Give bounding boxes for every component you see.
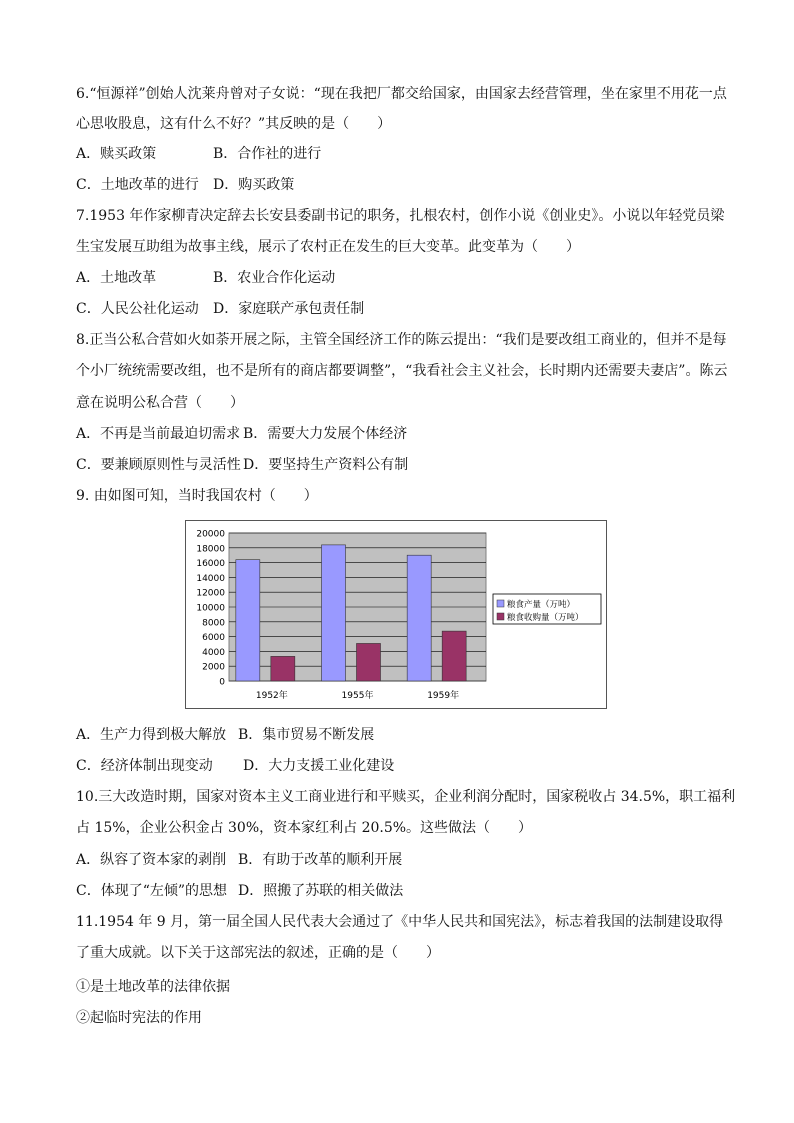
x-tick-label: 1955年 [341,691,374,701]
q10-stem-line-1: 10.三大改造时期，国家对资本主义工商业进行和平赎买，企业利润分配时，国家税收占 34.5%，职工福利 [76,789,736,805]
q8-option-a: A．不再是当前最迫切需求 [76,426,241,442]
y-tick-label: 20000 [196,529,225,540]
q8-option-d: D．要坚持生产资料公有制 [243,457,409,473]
q10-option-d: D．照搬了苏联的相关做法 [238,883,404,899]
legend-label: 粮食产量（万吨） [507,600,576,610]
q7-option-c: C．人民公社化运动 [76,301,199,317]
grain-chart [185,520,607,709]
q7-stem-line-2: 生宝发展互助组为故事主线，展示了农村正在发生的巨大变革。此变革为（ ） [76,239,580,255]
q6-option-a: A．赎买政策 [76,146,157,162]
q9-option-d: D．大力支援工业化建设 [243,758,395,774]
q8-option-c: C．要兼顾原则性与灵活性 [76,457,241,473]
bar-purchase [442,631,466,681]
y-tick-label: 4000 [202,647,225,658]
y-tick-label: 16000 [196,559,225,570]
q7-stem-line-1: 7.1953 年作家柳青决定辞去长安县委副书记的职务，扎根农村，创作小说《创业史》。小说以年轻党员梁 [76,208,725,224]
y-tick-label: 10000 [196,603,225,614]
bar-output [407,555,431,681]
bar-purchase [271,656,295,681]
y-tick-label: 18000 [196,544,225,555]
q6-option-d: D．购买政策 [213,177,295,193]
q7-option-d: D．家庭联产承包责任制 [213,301,365,317]
y-tick-label: 2000 [202,662,225,673]
q7-option-b: B．农业合作化运动 [213,270,336,286]
legend-swatch [497,613,504,620]
q6-option-b: B．合作社的进行 [213,146,322,162]
q8-stem-line-3: 意在说明公私合营（ ） [76,395,244,411]
grain-chart-svg [186,521,606,708]
y-tick-label: 0 [219,677,225,688]
x-tick-label: 1959年 [427,691,460,701]
q8-stem-line-2: 个小厂统统需要改组，也不是所有的商店都要调整”，“我看社会主义社会，长时期内还需要夫妻店”。陈云 [76,363,728,379]
legend-label: 粮食收购量（万吨） [507,613,584,623]
q9-option-c: C．经济体制出现变动 [76,758,213,774]
bar-purchase [357,643,381,681]
q10-option-a: A．纵容了资本家的剥削 [76,852,227,868]
q9-stem: 9. 由如图可知，当时我国农村（ ） [76,488,318,504]
q11-stem-line-1: 11.1954 年 9 月，第一届全国人民代表大会通过了《中华人民共和国宪法》，标志着我国的法制建设取得 [76,914,724,930]
q11-item-1: ①是土地改革的法律依据 [76,979,230,995]
q11-stem-line-2: 了重大成就。以下关于这部宪法的叙述，正确的是（ ） [76,945,440,961]
q10-option-c: C．体现了“左倾”的思想 [76,883,228,899]
q9-option-b: B．集市贸易不断发展 [238,727,375,743]
y-tick-label: 8000 [202,618,225,629]
q9-option-a: A．生产力得到极大解放 [76,727,227,743]
q10-stem-line-2: 占 15%，企业公积金占 30%，资本家红利占 20.5%。这些做法（ ） [76,820,533,836]
q6-option-c: C．土地改革的进行 [76,177,199,193]
y-tick-label: 12000 [196,588,225,599]
q10-option-b: B．有助于改革的顺利开展 [238,852,403,868]
bar-output [236,560,260,681]
q11-item-2: ②起临时宪法的作用 [76,1010,202,1026]
q8-option-b: B．需要大力发展个体经济 [243,426,408,442]
q8-stem-line-1: 8.正当公私合营如火如荼开展之际，主管全国经济工作的陈云提出：“我们是要改组工商业的，但并不是每 [76,332,727,348]
legend-swatch [497,600,504,607]
q6-stem-line-2: 心思收股息，这有什么不好？”其反映的是（ ） [76,116,392,132]
q7-option-a: A．土地改革 [76,270,157,286]
x-tick-label: 1952年 [255,691,288,701]
y-tick-label: 14000 [196,573,225,584]
y-tick-label: 6000 [202,633,225,644]
bar-output [322,545,346,681]
q6-stem-line-1: 6.“恒源祥”创始人沈莱舟曾对子女说：“现在我把厂都交给国家，由国家去经营管理，坐在家里不用花一点 [76,86,727,102]
